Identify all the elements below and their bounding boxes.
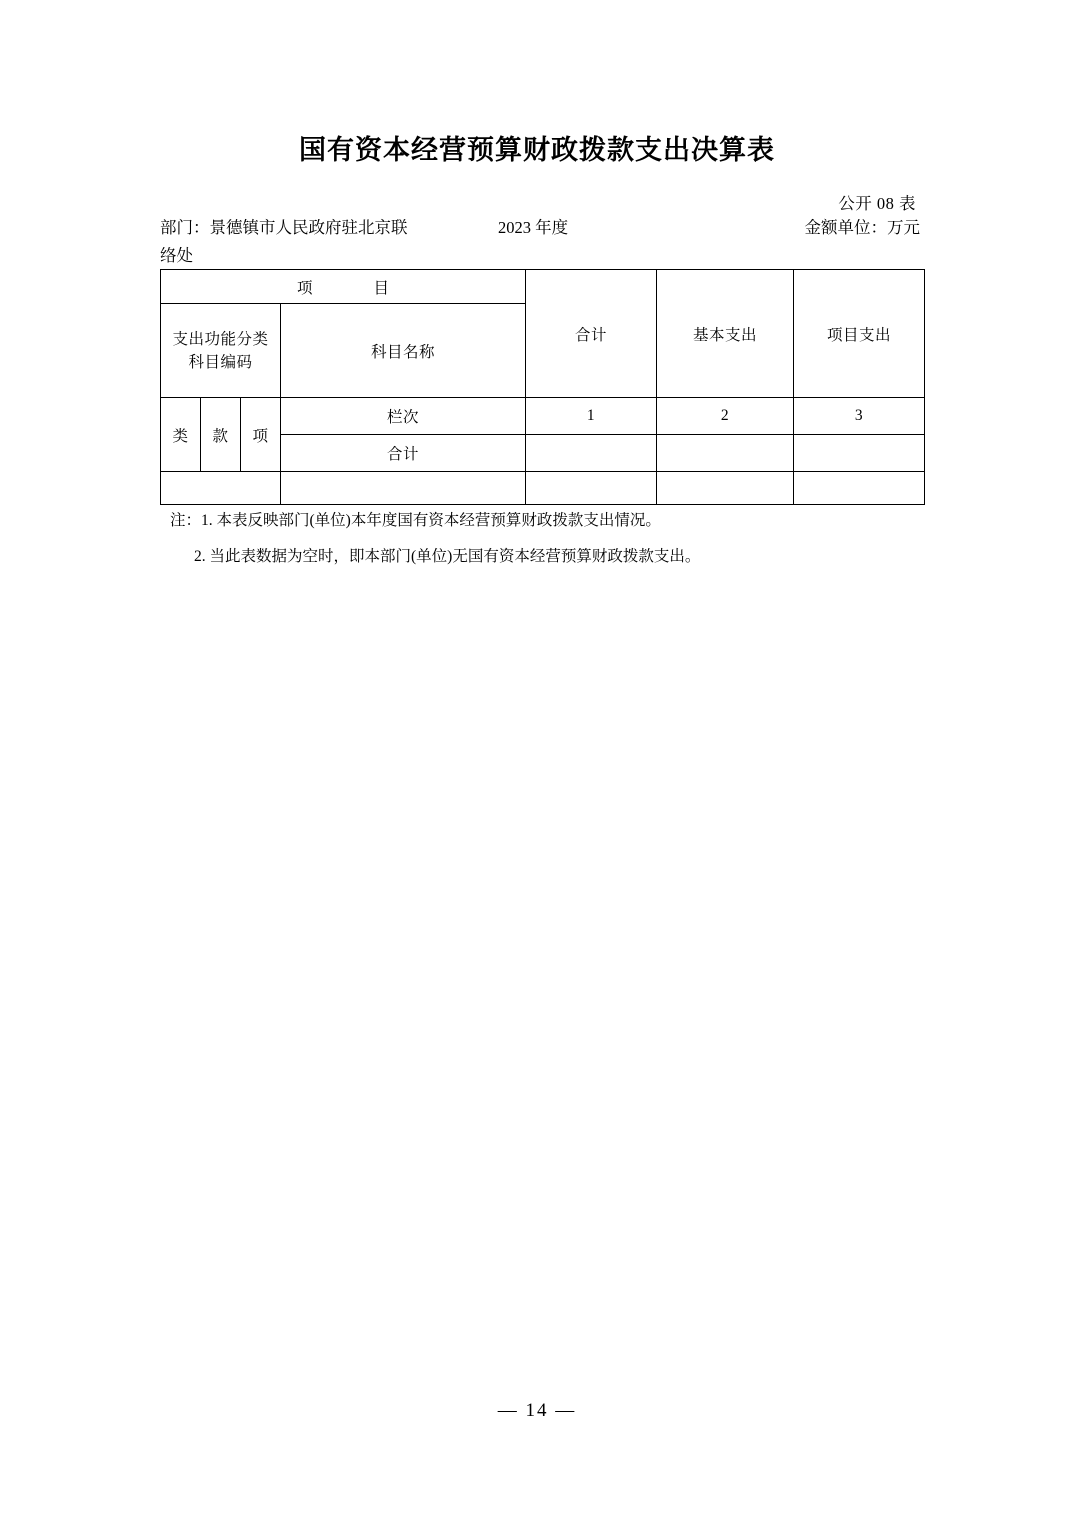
- blank-row-project: [794, 472, 925, 505]
- amount-unit: 金额单位：万元: [804, 218, 920, 237]
- header-functional-code-line2: 科目编码: [188, 353, 253, 371]
- fiscal-year: 2023 年度: [498, 218, 569, 237]
- total-row-project: [794, 435, 925, 472]
- header-item-group-label: 项 目: [297, 279, 400, 297]
- table-row: [161, 398, 925, 435]
- note-item: 2. 当此表数据为空时，即本部门(单位)无国有资本经营预算财政拨款支出。: [194, 548, 701, 565]
- header-section: 款: [201, 398, 241, 472]
- total-row-total: [526, 435, 657, 472]
- table-row: [161, 270, 925, 304]
- header-basic-expenditure: 基本支出: [657, 270, 794, 398]
- header-class: 类: [161, 398, 201, 472]
- page-number: — 14 —: [497, 1400, 577, 1421]
- blank-row-basic: [657, 472, 794, 505]
- budget-table: [160, 269, 925, 505]
- header-functional-code-line1: 支出功能分类: [172, 330, 269, 348]
- department-name-continued: 络处: [160, 246, 193, 265]
- total-row-basic: [657, 435, 794, 472]
- department-label: 部门：: [160, 218, 210, 237]
- column-index-label: 栏次: [281, 398, 526, 435]
- header-item: 项: [241, 398, 281, 472]
- column-index-1: 1: [526, 398, 657, 435]
- header-functional-code: [161, 304, 281, 398]
- blank-row-code: [161, 472, 281, 505]
- blank-row-name: [281, 472, 526, 505]
- table-row: [161, 472, 925, 505]
- header-project-expenditure: 项目支出: [794, 270, 925, 398]
- header-item-group: [161, 270, 526, 304]
- note-item: 注：1. 本表反映部门(单位)本年度国有资本经营预算财政拨款支出情况。: [170, 512, 661, 529]
- form-code-label: 公开 08 表: [838, 194, 916, 213]
- page-title: 国有资本经营预算财政拨款支出决算表: [299, 135, 775, 165]
- column-index-2: 2: [657, 398, 794, 435]
- header-subject-name: 科目名称: [281, 304, 526, 398]
- total-row-label: 合计: [281, 435, 526, 472]
- header-total: 合计: [526, 270, 657, 398]
- column-index-3: 3: [794, 398, 925, 435]
- department-name: 景德镇市人民政府驻北京联: [209, 218, 408, 237]
- blank-row-total: [526, 472, 657, 505]
- department-line: [160, 214, 490, 242]
